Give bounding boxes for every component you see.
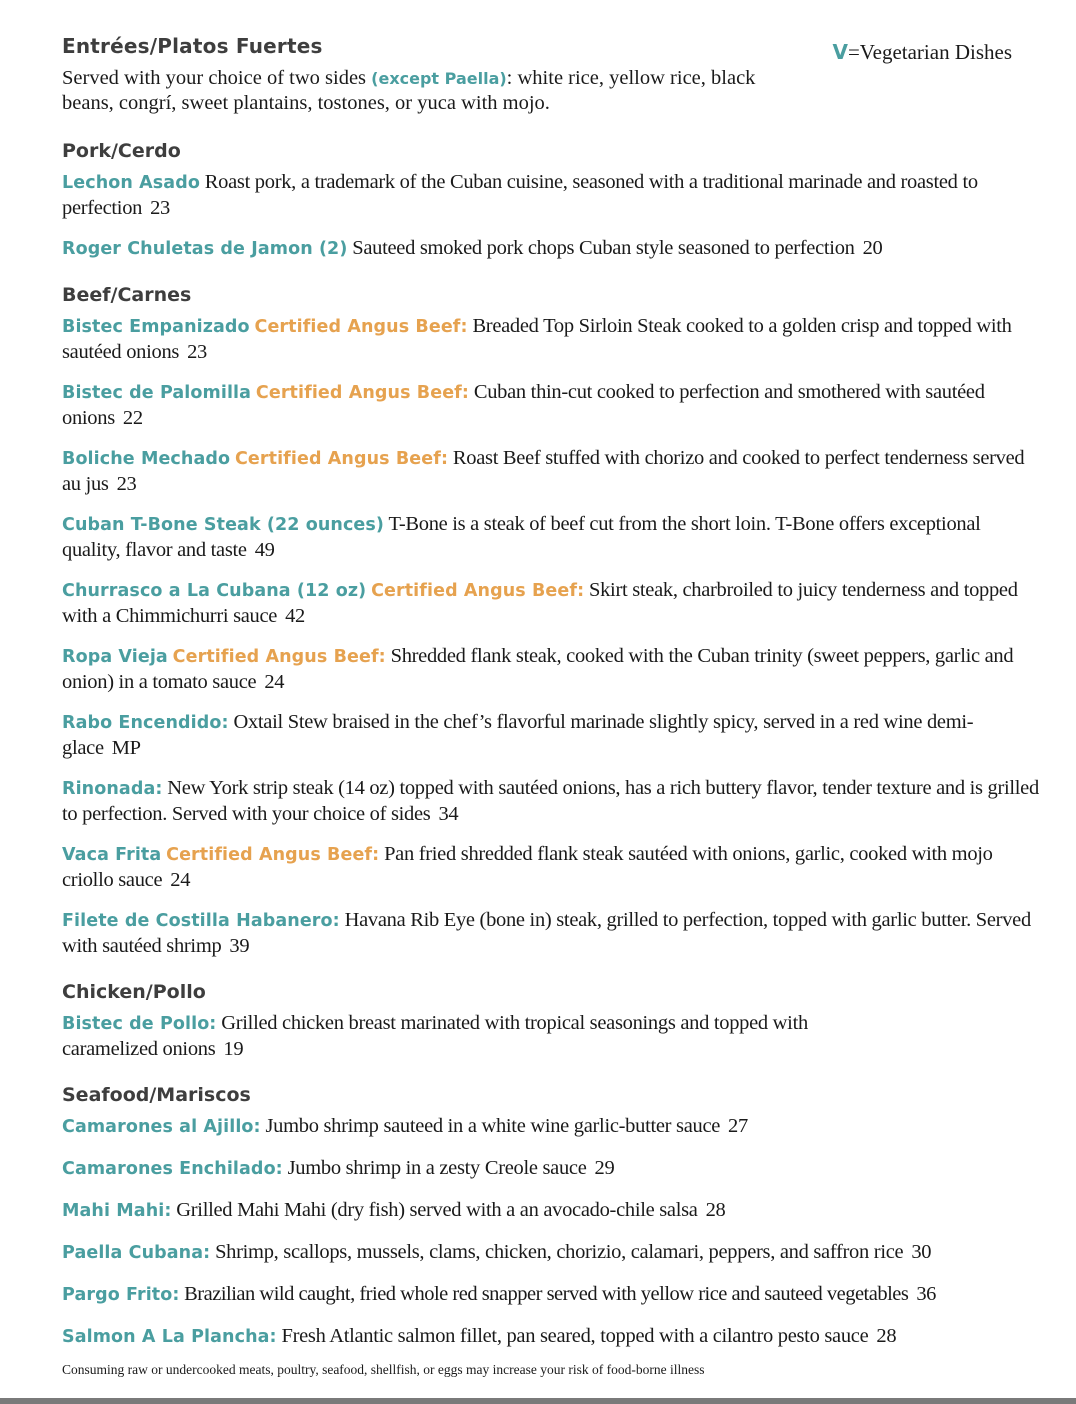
item-description: Grilled chicken breast marinated with tropical seasonings and topped with caramelized onions (62, 1012, 808, 1060)
item-description: Grilled Mahi Mahi (dry fish) served with a an avocado-chile salsa (176, 1199, 698, 1221)
menu-item (62, 644, 1042, 695)
item-description: Oxtail Stew braised in the chef’s flavorful marinade slightly spicy, served in a red wine demi-glace (62, 711, 974, 759)
item-description: Breaded Top Sirloin Steak cooked to a golden crisp and topped with sautéed onions (62, 315, 1012, 363)
menu-item (62, 170, 1042, 221)
item-description: Brazilian wild caught, fried whole red snapper served with yellow rice and sauteed vegetables (184, 1283, 909, 1305)
item-price: 42 (285, 605, 306, 627)
menu-item (62, 1011, 882, 1062)
item-name: Paella Cubana: (62, 1243, 211, 1263)
menu-item (62, 578, 1042, 629)
item-price: 23 (150, 197, 170, 219)
item-name: Ropa Vieja (62, 647, 168, 667)
item-description: Shrimp, scallops, mussels, clams, chicken, chorizio, calamari, peppers, and saffron rice (215, 1241, 904, 1263)
item-name: Bistec de Pollo: (62, 1014, 217, 1034)
item-name: Bistec Empanizado (62, 317, 250, 337)
item-price: 20 (862, 237, 883, 259)
item-description: Havana Rib Eye (bone in) steak, grilled to perfection, topped with garlic butter. Served with sautéed shrimp (62, 909, 1031, 957)
item-price: 22 (122, 407, 143, 429)
item-name: Boliche Mechado (62, 449, 231, 469)
item-description: Skirt steak, charbroiled to juicy tenderness and topped with a Chimmichurri sauce (62, 579, 1018, 627)
item-description: Shredded flank steak, cooked with the Cuban trinity (sweet peppers, garlic and onion) in a tomato sauce (62, 645, 1014, 693)
item-price: 23 (116, 473, 137, 495)
item-name: Pargo Frito: (62, 1285, 180, 1305)
food-safety-footnote: Consuming raw or undercooked meats, poultry, seafood, shellfish, or eggs may increase your risk of food-borne illness (62, 1362, 705, 1377)
item-price: 39 (229, 935, 250, 957)
menu-item (62, 710, 1042, 761)
item-price: 28 (876, 1325, 897, 1347)
item-name: Camarones Enchilado: (62, 1159, 283, 1179)
certified-angus-label: Certified Angus Beef: (254, 317, 468, 337)
item-description: Pan fried shredded flank steak sautéed with onions, garlic, cooked with mojo criollo sauce (62, 843, 993, 891)
menu-page (62, 34, 1042, 1378)
menu-item (62, 446, 1042, 497)
item-name: Roger Chuletas de Jamon (2) (62, 239, 348, 259)
section-title-beef: Beef/Carnes (62, 284, 192, 306)
menu-item (62, 1114, 1042, 1140)
menu-item (62, 1198, 1042, 1224)
intro-highlight: (except Paella) (371, 69, 507, 88)
item-name: Filete de Costilla Habanero: (62, 911, 340, 931)
menu-item (62, 1156, 1042, 1182)
item-price: 24 (264, 671, 285, 693)
sides-intro (62, 66, 762, 116)
menu-item (62, 236, 1042, 262)
certified-angus-label: Certified Angus Beef: (255, 383, 469, 403)
item-description: Roast pork, a trademark of the Cuban cuisine, seasoned with a traditional marinade and roasted to perfection (62, 171, 978, 219)
item-name: Churrasco a La Cubana (12 oz) (62, 581, 367, 601)
menu-item (62, 380, 1042, 431)
item-price: 30 (911, 1241, 932, 1263)
item-price: 34 (438, 803, 459, 825)
menu-item (62, 776, 1042, 827)
item-description: Cuban thin-cut cooked to perfection and smothered with sautéed onions (62, 381, 985, 429)
item-name: Vaca Frita (62, 845, 162, 865)
item-price: 29 (594, 1157, 615, 1179)
menu-item (62, 512, 1042, 563)
item-price: 28 (705, 1199, 726, 1221)
item-description: Sauteed smoked pork chops Cuban style seasoned to perfection (352, 237, 855, 259)
page-title: Entrées/Platos Fuertes (62, 34, 323, 58)
item-name: Salmon A La Plancha: (62, 1327, 277, 1347)
vegetarian-legend-letter: V (832, 40, 848, 64)
section-title-pork: Pork/Cerdo (62, 140, 181, 162)
section-title-seafood: Seafood/Mariscos (62, 1084, 251, 1106)
item-name: Cuban T-Bone Steak (22 ounces) (62, 515, 385, 535)
item-price: 27 (728, 1115, 748, 1137)
menu-item (62, 1324, 1042, 1350)
certified-angus-label: Certified Angus Beef: (371, 581, 585, 601)
item-price: 23 (187, 341, 207, 363)
certified-angus-label: Certified Angus Beef: (166, 845, 380, 865)
item-description: New York strip steak (14 oz) topped with sautéed onions, has a rich buttery flavor, tender texture and is grilled to perfection. Served with your choice of sides (62, 777, 1039, 825)
item-description: Jumbo shrimp sauteed in a white wine garlic-butter sauce (265, 1115, 721, 1137)
vegetarian-legend-text: =Vegetarian Dishes (847, 40, 1012, 64)
item-price: 49 (254, 539, 275, 561)
certified-angus-label: Certified Angus Beef: (234, 449, 449, 469)
item-price: MP (111, 737, 141, 759)
menu-item (62, 1240, 1042, 1266)
menu-item (62, 908, 1042, 959)
item-name: Rabo Encendido: (62, 713, 229, 733)
intro-start: Served with your choice of two sides (62, 67, 372, 89)
item-description: Roast Beef stuffed with chorizo and cooked to perfect tenderness served au jus (62, 447, 1025, 495)
item-name: Mahi Mahi: (62, 1201, 172, 1221)
item-description: T-Bone is a steak of beef cut from the short loin. T-Bone offers exceptional quality, flavor and taste (62, 513, 981, 561)
intro-end: : white rice, yellow rice, black beans, congrí, sweet plantains, tostones, or yuca with mojo. (62, 67, 756, 114)
menu-item (62, 1282, 1042, 1308)
item-name: Camarones al Ajillo: (62, 1117, 261, 1137)
item-description: Jumbo shrimp in a zesty Creole sauce (287, 1157, 587, 1179)
section-title-chicken: Chicken/Pollo (62, 981, 206, 1003)
item-name: Rinonada: (62, 779, 163, 799)
menu-item (62, 314, 1042, 365)
item-price: 19 (223, 1038, 244, 1060)
certified-angus-label: Certified Angus Beef: (172, 647, 386, 667)
menu-item (62, 842, 1042, 893)
item-price: 24 (170, 869, 191, 891)
item-price: 36 (916, 1283, 936, 1305)
item-description: Fresh Atlantic salmon fillet, pan seared, topped with a cilantro pesto sauce (281, 1325, 869, 1347)
item-name: Lechon Asado (62, 173, 200, 193)
item-name: Bistec de Palomilla (62, 383, 252, 403)
page-bottom-border (0, 1398, 1076, 1404)
